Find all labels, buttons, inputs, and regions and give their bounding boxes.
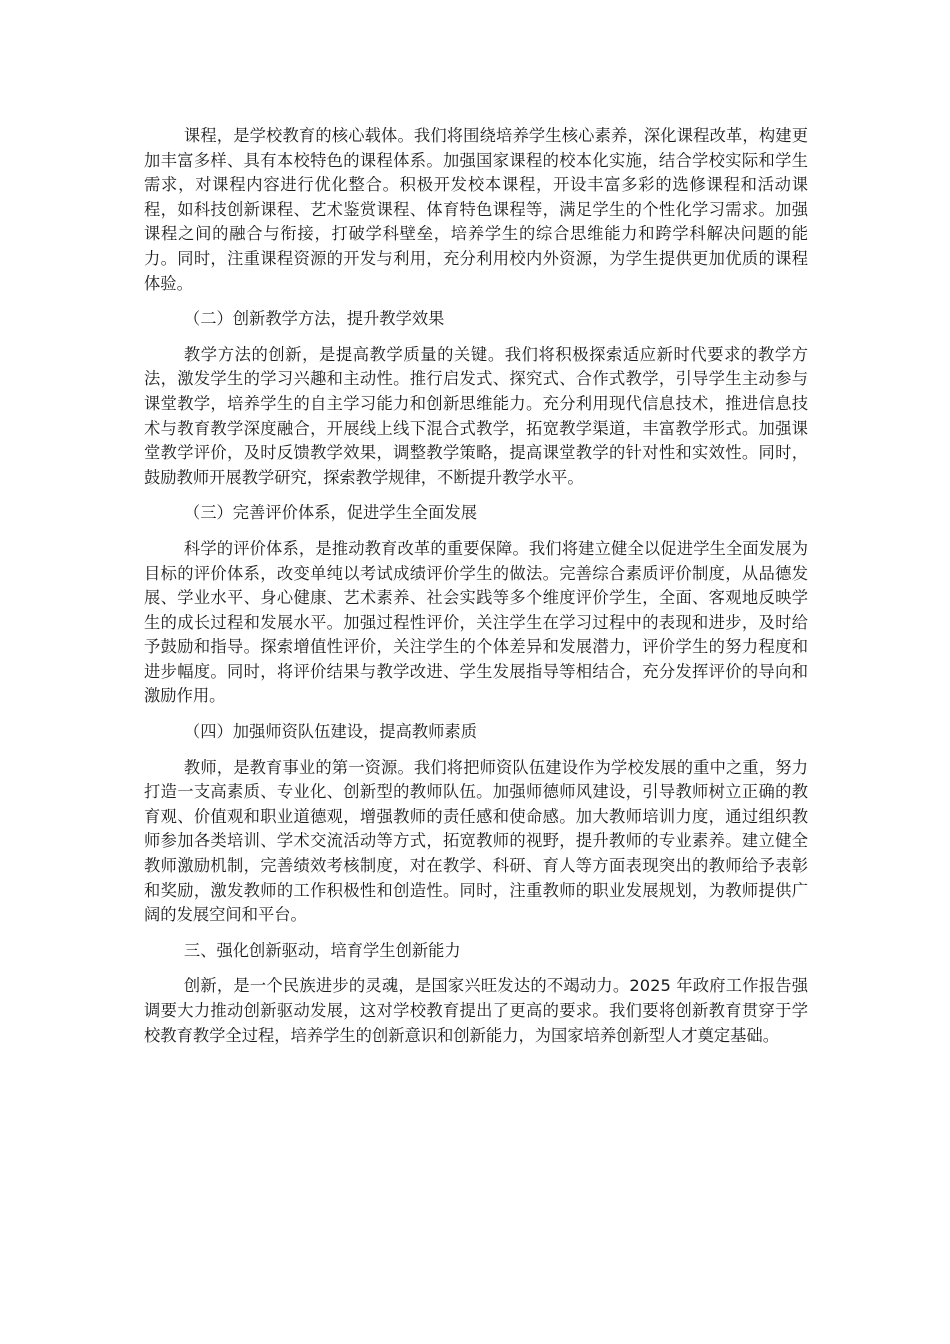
paragraph-evaluation: 科学的评价体系，是推动教育改革的重要保障。我们将建立健全以促进学生全面发展为目标的评价体系，改变单纯以考试成绩评价学生的做法。完善综合素质评价制度，从品德发展、学业水平、身心健康、艺术素养、社会实践等多个维度评价学生，全面、客观地反映学生的成长过程和发展水平。加强过程性评价，关注学生在学习过程中的表现和进步，及时给予鼓励和指导。探索增值性评价，关注学生的个体差异和发展潜力，评价学生的努力程度和进步幅度。同时，将评价结果与教学改进、学生发展指导等相结合，充分发挥评价的导向和激励作用。 [144, 538, 808, 706]
paragraph-teachers: 教师，是教育事业的第一资源。我们将把师资队伍建设作为学校发展的重中之重，努力打造一支高素质、专业化、创新型的教师队伍。加强师德师风建设，引导教师树立正确的教育观、价值观和职业道德观，增强教师的责任感和使命感。加大教师培训力度，通过组织教师参加各类培训、学术交流活动等方式，拓宽教师的视野，提升教师的专业素养。建立健全教师激励机制，完善绩效考核制度，对在教学、科研、育人等方面表现突出的教师给予表彰和奖励，激发教师的工作积极性和创造性。同时，注重教师的职业发展规划，为教师提供广阔的发展空间和平台。 [144, 757, 808, 925]
paragraph-innovation: 创新，是一个民族进步的灵魂，是国家兴旺发达的不竭动力。2025 年政府工作报告强调要大力推动创新驱动发展，这对学校教育提出了更高的要求。我们要将创新教育贯穿于学校教育教学全过程，培养学生的创新意识和创新能力，为国家培养创新型人才奠定基础。 [144, 976, 808, 1045]
document-body [144, 124, 808, 1059]
paragraph-curriculum: 课程，是学校教育的核心载体。我们将围绕培养学生核心素养，深化课程改革，构建更加丰富多样、具有本校特色的课程体系。加强国家课程的校本化实施，结合学校实际和学生需求，对课程内容进行优化整合。积极开发校本课程，开设丰富多彩的选修课程和活动课程，如科技创新课程、艺术鉴赏课程、体育特色课程等，满足学生的个性化学习需求。加强课程之间的融合与衔接，打破学科壁垒，培养学生的综合思维能力和跨学科解决问题的能力。同时，注重课程资源的开发与利用，充分利用校内外资源，为学生提供更加优质的课程体验。 [144, 126, 808, 293]
section-heading-evaluation: （三）完善评价体系，促进学生全面发展 [183, 503, 477, 523]
section-heading-teachers: （四）加强师资队伍建设，提高教师素质 [183, 722, 477, 742]
paragraph-teaching-methods: 教学方法的创新，是提高教学质量的关键。我们将积极探索适应新时代要求的教学方法，激发学生的学习兴趣和主动性。推行启发式、探究式、合作式教学，引导学生主动参与课堂教学，培养学生的自主学习能力和创新思维能力。充分利用现代信息技术，推进信息技术与教育教学深度融合，开展线上线下混合式教学，拓宽教学渠道，丰富教学形式。加强课堂教学评价，及时反馈教学效果，调整教学策略，提高课堂教学的针对性和实效性。同时，鼓励教师开展教学研究，探索教学规律，不断提升教学水平。 [144, 344, 808, 487]
section-heading-teaching-methods: （二）创新教学方法，提升教学效果 [183, 309, 445, 329]
section-heading-innovation: 三、强化创新驱动，培育学生创新能力 [183, 940, 461, 960]
